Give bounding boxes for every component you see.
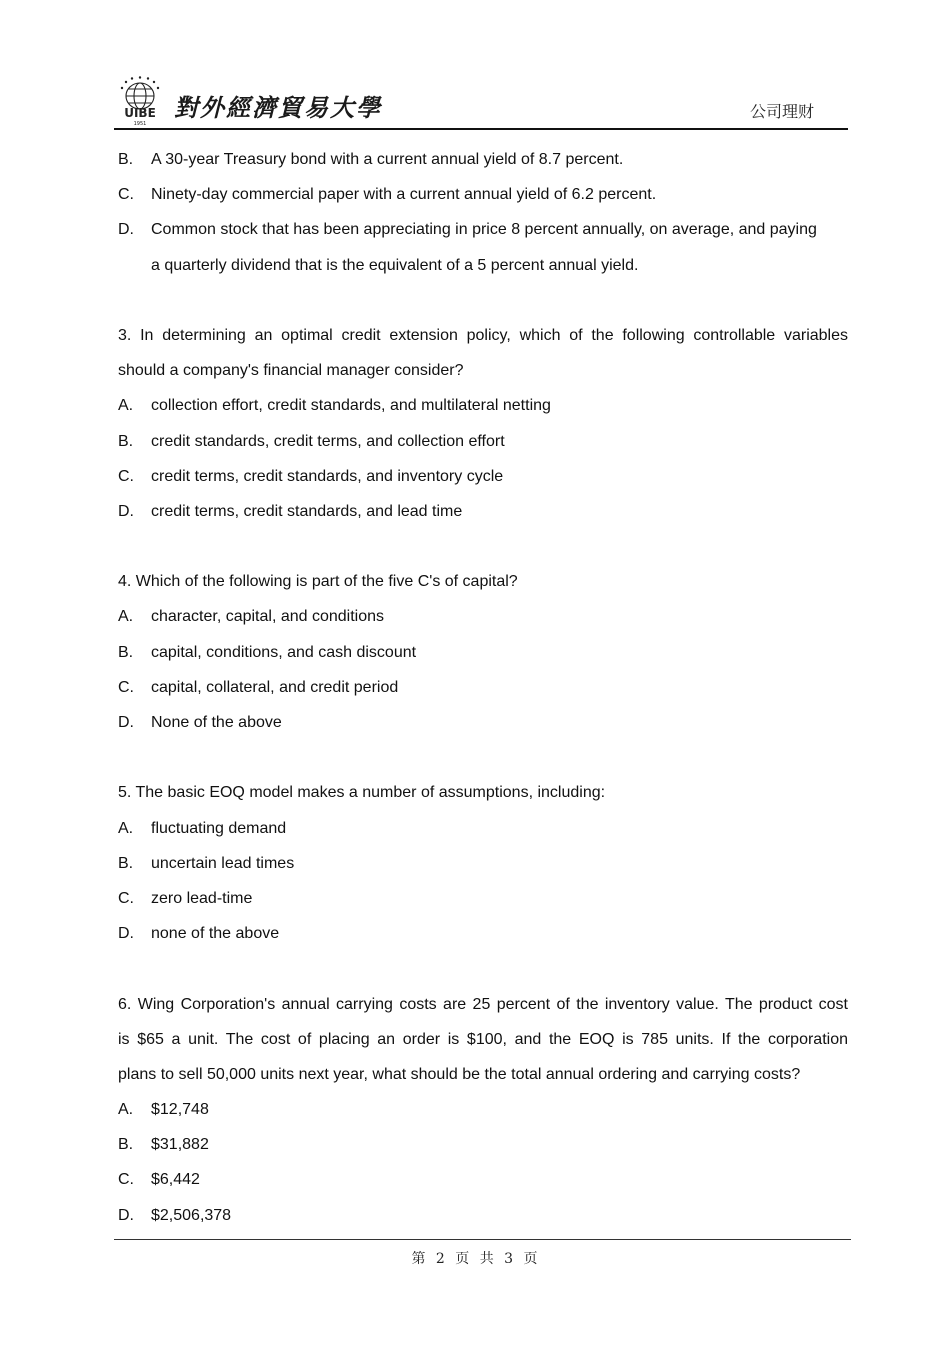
footer-divider	[114, 1239, 851, 1240]
option-text: Common stock that has been appreciating in price 8 percent annually, on average, and paying	[151, 221, 817, 239]
option-text: $2,506,378	[151, 1206, 232, 1224]
q6-option-c	[118, 1162, 848, 1197]
option-text: credit standards, credit terms, and collection effort	[151, 432, 505, 450]
option-letter: C.	[118, 1171, 134, 1189]
q4-option-c	[118, 670, 848, 705]
q5-stem: 5. The basic EOQ model makes a number of assumptions, including:	[118, 784, 606, 802]
q5-option-c	[118, 881, 848, 916]
q3-stem-line1: 3. In determining an optimal credit extension policy, which of the following controllable variables	[118, 326, 848, 344]
logo-year: 1951	[133, 121, 147, 126]
q3-option-a	[118, 388, 848, 423]
exam-content	[118, 142, 848, 1233]
q4-stem: 4. Which of the following is part of the five C's of capital?	[118, 573, 518, 591]
option-text: $12,748	[151, 1101, 209, 1119]
q6-option-a	[118, 1092, 848, 1127]
option-letter: C.	[118, 467, 134, 485]
option-text: $31,882	[151, 1136, 209, 1154]
option-letter: D.	[118, 221, 134, 239]
q6-option-b	[118, 1127, 848, 1162]
option-letter: D.	[118, 502, 134, 520]
option-text: capital, conditions, and cash discount	[151, 643, 417, 661]
q4-option-b	[118, 635, 848, 670]
logo-text: UIBE	[124, 106, 156, 120]
option-letter: C.	[118, 186, 134, 204]
q6-stem-line3: plans to sell 50,000 units next year, what should be the total annual ordering and carrying costs?	[118, 1065, 801, 1083]
q6-option-d	[118, 1198, 848, 1233]
q5-option-b	[118, 846, 848, 881]
option-letter: B.	[118, 854, 134, 872]
q3-stem-line2: should a company's financial manager consider?	[118, 362, 464, 380]
option-letter: C.	[118, 889, 134, 907]
page-number: 第 2 页 共 3 页	[411, 1251, 541, 1267]
option-text: A 30-year Treasury bond with a current annual yield of 8.7 percent.	[151, 151, 624, 168]
header-divider	[114, 128, 848, 130]
option-text: fluctuating demand	[151, 819, 287, 837]
option-letter: B.	[118, 1136, 134, 1154]
option-letter: B.	[118, 643, 134, 661]
q2-option-d-continued: a quarterly dividend that is the equivalent of a 5 percent annual yield.	[151, 256, 639, 274]
option-text: Ninety-day commercial paper with a current annual yield of 6.2 percent.	[151, 186, 657, 204]
option-letter: B.	[118, 432, 134, 450]
q4-option-a	[118, 599, 848, 634]
q2-option-d	[118, 212, 848, 247]
option-letter: A.	[118, 608, 134, 626]
q4-option-d	[118, 705, 848, 740]
q6-stem-line2: is $65 a unit. The cost of placing an order is $100, and the EOQ is 785 units. If the corporation	[118, 1030, 848, 1048]
option-text: collection effort, credit standards, and multilateral netting	[151, 397, 551, 415]
option-text: none of the above	[151, 925, 280, 943]
page-header	[114, 74, 848, 130]
university-name: 對外經濟貿易大學	[174, 93, 382, 122]
q3-option-d	[118, 494, 848, 529]
option-letter: B.	[118, 151, 134, 168]
option-letter: A.	[118, 397, 134, 415]
option-letter: C.	[118, 678, 134, 696]
q5-option-a	[118, 811, 848, 846]
option-letter: D.	[118, 714, 134, 731]
q6-stem-line1: 6. Wing Corporation's annual carrying costs are 25 percent of the inventory value. The product cost	[118, 995, 848, 1013]
option-text: character, capital, and conditions	[151, 608, 385, 626]
q2-option-b	[118, 142, 848, 177]
option-text: capital, collateral, and credit period	[151, 678, 399, 696]
option-text: None of the above	[151, 714, 282, 731]
option-letter: A.	[118, 819, 134, 837]
option-text: credit terms, credit standards, and inventory cycle	[151, 467, 504, 485]
q5-option-d	[118, 916, 848, 951]
option-letter: D.	[118, 925, 134, 943]
option-text: credit terms, credit standards, and lead time	[151, 502, 463, 520]
option-text: uncertain lead times	[151, 854, 295, 872]
q3-option-b	[118, 424, 848, 459]
university-logo-icon	[114, 76, 166, 126]
option-text: zero lead-time	[151, 889, 253, 907]
course-title: 公司理财	[749, 104, 814, 121]
option-letter: D.	[118, 1206, 134, 1224]
q2-option-c	[118, 177, 848, 212]
option-letter: A.	[118, 1101, 134, 1119]
option-text: $6,442	[151, 1171, 200, 1189]
q3-option-c	[118, 459, 848, 494]
